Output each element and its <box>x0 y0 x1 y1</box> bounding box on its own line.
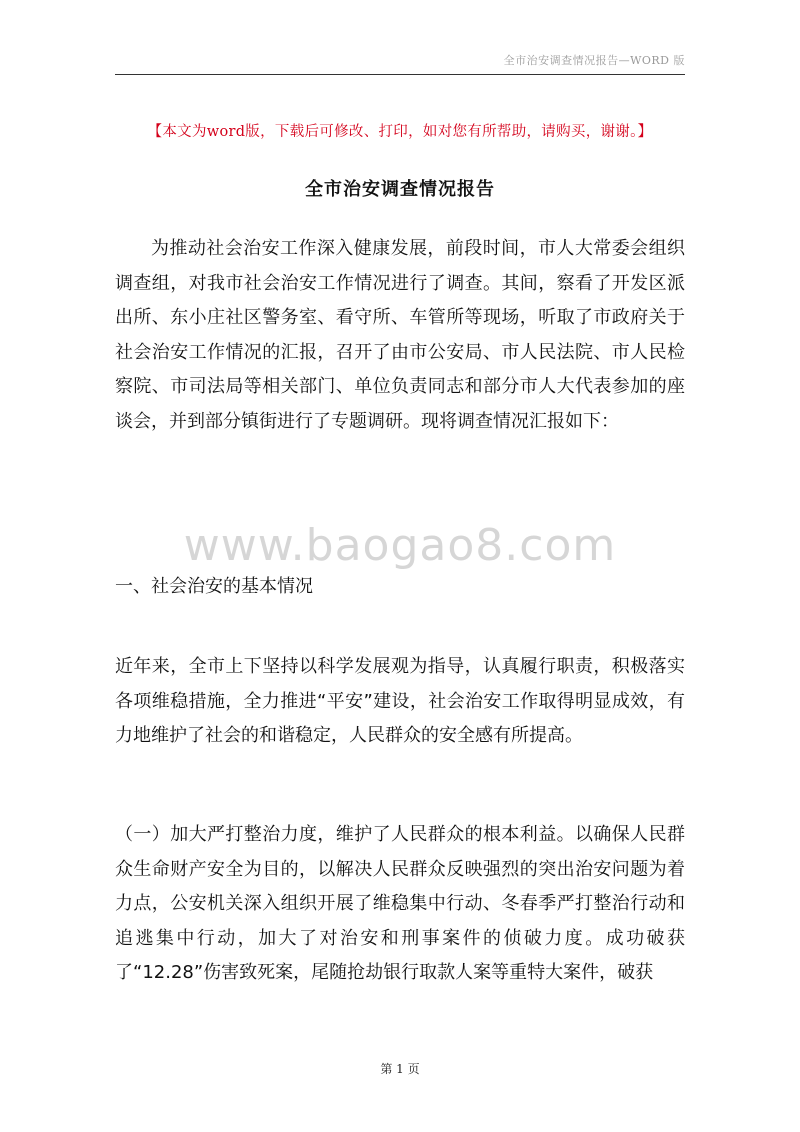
section-heading: 一、社会治安的基本情况 <box>115 576 313 597</box>
page-number: 第 1 页 <box>380 1062 420 1076</box>
document-title: 全市治安调查情况报告 <box>305 179 495 200</box>
watermark-text: www.baogao8.com <box>183 520 617 571</box>
running-header: 全市治安调查情况报告—WORD 版 <box>503 54 685 67</box>
overview-paragraph: 近年来，全市上下坚持以科学发展观为指导，认真履行职责，积极落实各项维稳措施，全力推进“平安”建设，社会治安工作取得明显成效，有力地维护了社会的和谐稳定，人民群众的安全感有所提高。 <box>115 656 685 746</box>
header-divider <box>115 74 685 75</box>
purchase-notice: 【本文为word版，下载后可修改、打印，如对您有所帮助，请购买，谢谢。】 <box>147 124 653 140</box>
intro-paragraph: 为推动社会治安工作深入健康发展，前段时间，市人大常委会组织调查组，对我市社会治安工作情况进行了调查。其间，察看了开发区派出所、东小庄社区警务室、看守所、车管所等现场，听取了市政府关于社会治安工作情况的汇报，召开了由市公安局、市人民法院、市人民检察院、市司法局等相关部门、单位负责同志和部分市人大代表参加的座谈会，并到部分镇街进行了专题调研。现将调查情况汇报如下： <box>115 238 685 432</box>
point-one-paragraph: （一）加大严打整治力度，维护了人民群众的根本利益。以确保人民群众生命财产安全为目的，以解决人民群众反映强烈的突出治安问题为着力点，公安机关深入组织开展了维稳集中行动、冬春季严打整治行动和追逃集中行动，加大了对治安和刑事案件的侦破力度。成功破获了“12.28”伤害致死案，尾随抢劫银行取款人案等重特大案件，破获 <box>115 824 685 983</box>
